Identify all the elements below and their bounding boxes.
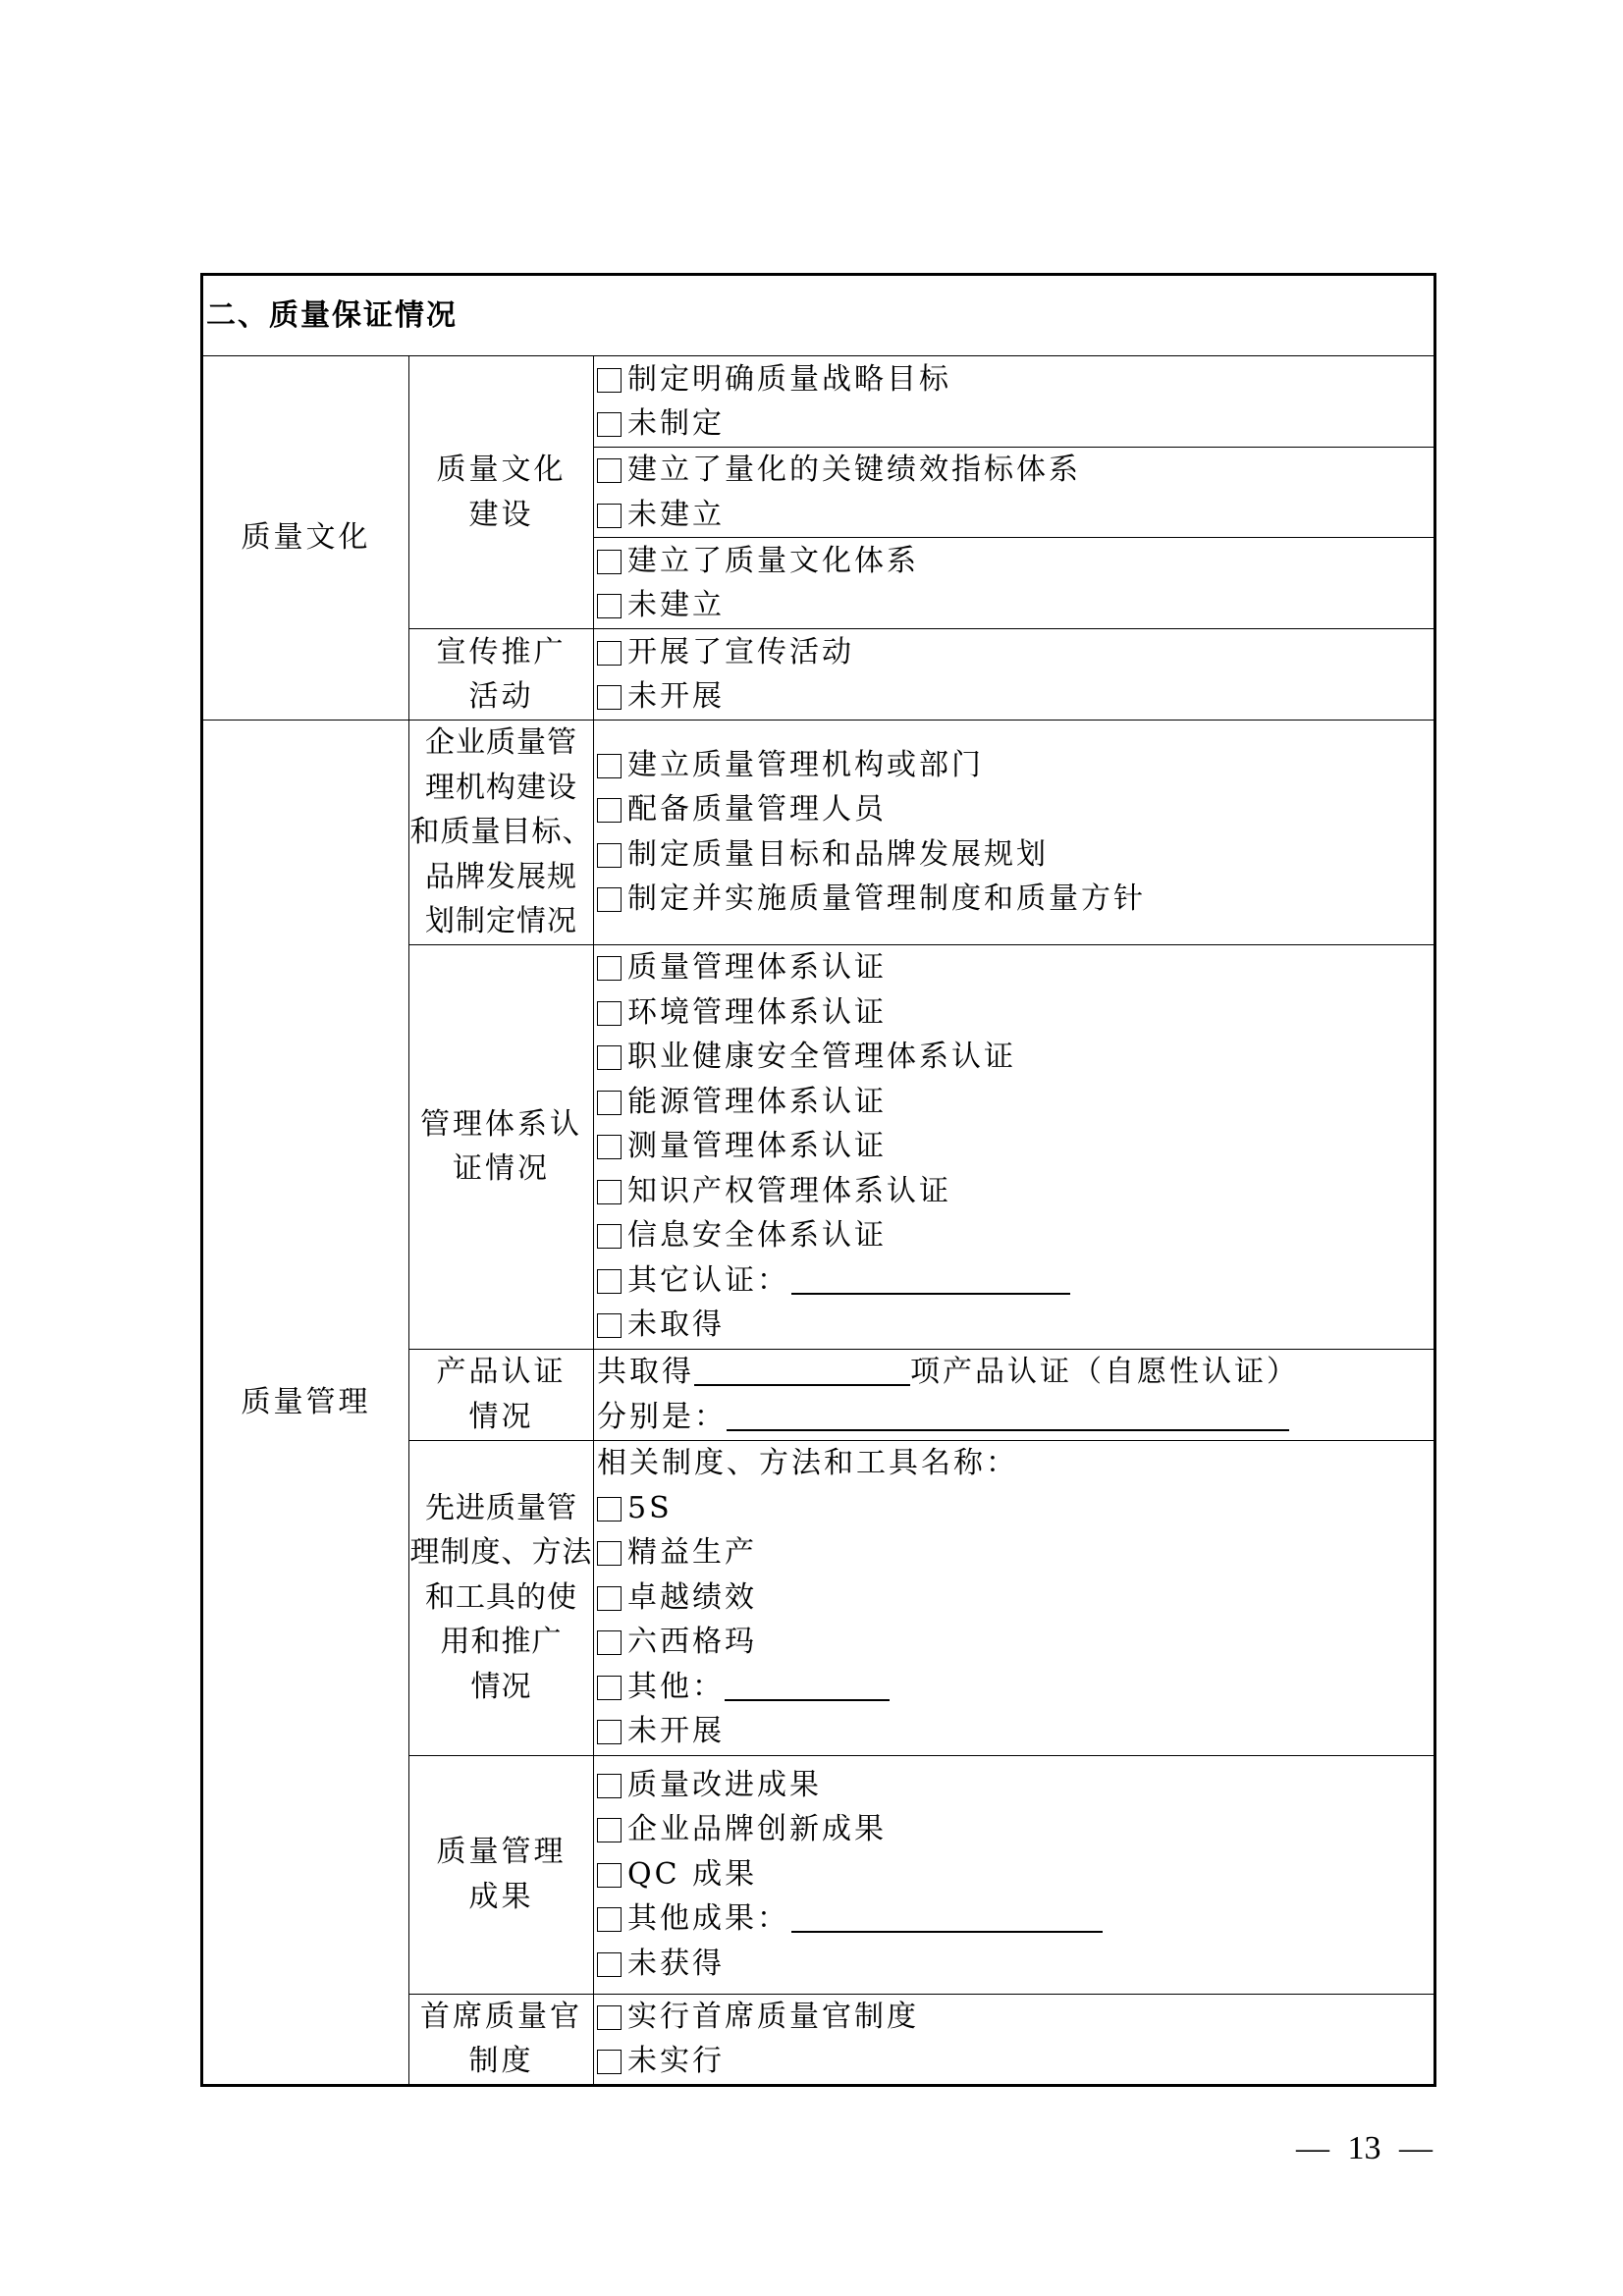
item-label-line: 先进质量管: [425, 1490, 577, 1525]
options-strategy-goals: [594, 356, 1435, 448]
checkbox[interactable]: [597, 1952, 622, 1977]
option-label: 六西格玛: [627, 1625, 757, 1660]
item-label-line: 宣传推广: [436, 634, 567, 669]
option-cqo-not-implemented: [597, 2039, 1434, 2084]
checkbox[interactable]: [597, 887, 622, 912]
option-label: 实行首席质量官制度: [627, 1999, 919, 2034]
option-label: 其他：: [627, 1669, 725, 1704]
options-promotion: [594, 629, 1435, 721]
checkbox[interactable]: [597, 1135, 622, 1159]
option-label: 制定并实施质量管理制度和质量方针: [627, 881, 1146, 917]
checkbox[interactable]: [597, 1045, 622, 1070]
option-label: 建立质量管理机构或部门: [627, 747, 984, 782]
option-label: QC 成果: [627, 1856, 758, 1892]
option-label: 能源管理体系认证: [627, 1084, 887, 1119]
checkbox[interactable]: [597, 1497, 622, 1522]
item-label-line: 情况: [468, 1399, 534, 1434]
option-culture-system-not-established: [597, 583, 1434, 628]
options-culture-system: [594, 538, 1435, 629]
option-no-results: [597, 1942, 1434, 1987]
option-label: 质量改进成果: [627, 1767, 822, 1802]
item-label-line: 证情况: [453, 1151, 550, 1186]
category-quality-culture: [202, 356, 409, 721]
option-strategy-goals-set: [597, 357, 1434, 402]
option-ip-system-cert: [597, 1169, 1434, 1214]
option-cqo-implemented: [597, 1995, 1434, 2040]
option-strategy-goals-not-set: [597, 401, 1434, 447]
checkbox[interactable]: [597, 1180, 622, 1204]
product-certification-details: [594, 1349, 1435, 1440]
checkbox[interactable]: [597, 1720, 622, 1744]
options-management-results: [594, 1755, 1435, 1994]
option-label: 其他成果：: [627, 1901, 789, 1937]
option-promotion-not-conducted: [597, 674, 1434, 720]
option-label: 制定明确质量战略目标: [627, 361, 951, 397]
options-system-certification: [594, 944, 1435, 1349]
item-label-line: 成果: [468, 1879, 534, 1914]
checkbox[interactable]: [597, 843, 622, 868]
option-label: 未实行: [627, 2044, 725, 2078]
option-quality-system-cert: [597, 945, 1434, 990]
product-cert-count-field[interactable]: [694, 1383, 910, 1386]
checkbox[interactable]: [597, 1863, 622, 1888]
checkbox[interactable]: [597, 754, 622, 778]
item-label-line: 企业质量管: [425, 725, 577, 760]
option-label: 开展了宣传活动: [627, 634, 854, 669]
checkbox[interactable]: [597, 1541, 622, 1566]
item-label-line: 和质量目标、: [409, 815, 593, 849]
item-product-certification: [409, 1349, 594, 1440]
options-kpi-system: [594, 448, 1435, 538]
item-label-line: 产品认证: [436, 1355, 567, 1389]
item-promotion-activities: [409, 629, 594, 721]
product-cert-count-suffix: 项产品认证（自愿性认证）: [910, 1355, 1299, 1389]
option-label: 未制定: [627, 406, 725, 441]
checkbox[interactable]: [597, 412, 622, 437]
quality-assurance-form: [200, 273, 1436, 2087]
checkbox[interactable]: [597, 1676, 622, 1700]
checkbox[interactable]: [597, 1224, 622, 1249]
option-label: 配备质量管理人员: [627, 792, 887, 828]
checkbox[interactable]: [597, 594, 622, 618]
option-label: 测量管理体系认证: [627, 1129, 887, 1164]
option-no-cert: [597, 1303, 1434, 1348]
option-label: 5S: [627, 1490, 673, 1525]
option-qc-results: [597, 1852, 1434, 1897]
product-cert-list-line: [597, 1395, 1434, 1440]
category-label: 质量文化: [241, 520, 371, 556]
checkbox[interactable]: [597, 368, 622, 393]
option-lean-production: [597, 1530, 1434, 1575]
methods-intro: 相关制度、方法和工具名称：: [597, 1446, 1018, 1481]
checkbox[interactable]: [597, 1001, 622, 1026]
item-label-line: 制度: [468, 2044, 534, 2078]
item-advanced-methods: [409, 1440, 594, 1755]
option-label: 精益生产: [627, 1535, 757, 1571]
option-management-policy: [597, 877, 1434, 922]
option-label: 职业健康安全管理体系认证: [627, 1040, 1016, 1075]
item-label-line: 划制定情况: [425, 904, 577, 938]
option-label: 未建立: [627, 497, 725, 532]
option-label: 建立了质量文化体系: [627, 543, 919, 578]
checkbox[interactable]: [597, 2050, 622, 2074]
product-cert-count-prefix: 共取得: [597, 1355, 694, 1389]
option-quality-improvement: [597, 1763, 1434, 1808]
item-label-line: 理机构建设: [425, 770, 577, 805]
option-kpi-system-established: [597, 448, 1434, 493]
checkbox[interactable]: [597, 1313, 622, 1338]
item-label-line: 活动: [468, 679, 534, 714]
option-brand-innovation: [597, 1807, 1434, 1852]
checkbox[interactable]: [597, 1586, 622, 1611]
checkbox[interactable]: [597, 458, 622, 483]
item-organization-planning: [409, 721, 594, 945]
options-organization: [594, 721, 1435, 945]
item-label-line: 情况: [470, 1669, 532, 1704]
option-infosec-system-cert: [597, 1213, 1434, 1258]
option-energy-system-cert: [597, 1080, 1434, 1125]
page-number: — 13 —: [1296, 2130, 1433, 2166]
item-label-line: 和工具的使: [425, 1579, 577, 1615]
option-management-staff: [597, 787, 1434, 832]
option-label: 其它认证：: [627, 1262, 789, 1298]
section-title: 二、质量保证情况: [202, 275, 1435, 356]
option-promotion-conducted: [597, 630, 1434, 675]
option-label: 信息安全体系认证: [627, 1218, 887, 1254]
checkbox[interactable]: [597, 1818, 622, 1842]
product-cert-list-prefix: 分别是：: [597, 1399, 727, 1434]
checkbox[interactable]: [597, 1091, 622, 1115]
item-management-results: [409, 1755, 594, 1994]
checkbox[interactable]: [597, 550, 622, 574]
options-chief-quality-officer: [594, 1994, 1435, 2085]
option-label: 卓越绩效: [627, 1579, 757, 1615]
product-cert-list-field[interactable]: [727, 1428, 1289, 1431]
product-cert-count-line: [597, 1350, 1434, 1395]
option-5s: [597, 1486, 1434, 1531]
checkbox[interactable]: [597, 1269, 622, 1294]
option-environment-system-cert: [597, 990, 1434, 1036]
checkbox[interactable]: [597, 1630, 622, 1655]
option-kpi-system-not-established: [597, 493, 1434, 538]
checkbox[interactable]: [597, 685, 622, 710]
option-label: 企业品牌创新成果: [627, 1812, 887, 1847]
item-label-line: 质量管理: [436, 1835, 567, 1869]
option-label: 未开展: [627, 1714, 725, 1749]
checkbox[interactable]: [597, 641, 622, 666]
option-performance-excellence: [597, 1575, 1434, 1621]
item-system-certification: [409, 944, 594, 1349]
option-other-results: [597, 1896, 1434, 1942]
option-label: 建立了量化的关键绩效指标体系: [627, 453, 1081, 487]
option-other-method: [597, 1665, 1434, 1710]
option-label: 未开展: [627, 679, 725, 714]
option-label: 未获得: [627, 1946, 725, 1981]
other-method-field[interactable]: [725, 1698, 890, 1701]
option-measurement-system-cert: [597, 1124, 1434, 1169]
option-label: 未建立: [627, 588, 725, 622]
option-label: 质量管理体系认证: [627, 950, 887, 986]
checkbox[interactable]: [597, 1774, 622, 1798]
option-label: 未取得: [627, 1308, 725, 1343]
option-culture-system-established: [597, 539, 1434, 584]
options-advanced-methods: [594, 1440, 1435, 1755]
option-six-sigma: [597, 1620, 1434, 1665]
option-label: 制定质量目标和品牌发展规划: [627, 836, 1049, 872]
option-methods-not-adopted: [597, 1709, 1434, 1754]
option-management-department: [597, 743, 1434, 788]
item-label-line: 理制度、方法: [409, 1535, 593, 1571]
item-label-line: 质量文化: [436, 453, 567, 487]
item-label-line: 建设: [468, 497, 534, 532]
option-health-safety-system-cert: [597, 1035, 1434, 1080]
item-label-line: 首席质量官: [420, 1999, 582, 2034]
other-results-field[interactable]: [791, 1930, 1103, 1933]
option-goals-brand-plan: [597, 832, 1434, 878]
item-label-line: 用和推广: [440, 1625, 563, 1660]
checkbox[interactable]: [597, 956, 622, 981]
item-chief-quality-officer: [409, 1994, 594, 2085]
item-label-line: 管理体系认: [420, 1106, 582, 1142]
checkbox[interactable]: [597, 798, 622, 823]
checkbox[interactable]: [597, 1907, 622, 1932]
category-quality-management: [202, 721, 409, 2086]
option-label: 知识产权管理体系认证: [627, 1173, 951, 1208]
category-label: 质量管理: [241, 1384, 371, 1419]
item-label-line: 品牌发展规: [425, 859, 577, 894]
checkbox[interactable]: [597, 2005, 622, 2030]
checkbox[interactable]: [597, 504, 622, 528]
option-label: 环境管理体系认证: [627, 994, 887, 1030]
option-other-cert: [597, 1258, 1434, 1304]
item-culture-building: [409, 356, 594, 629]
other-cert-field[interactable]: [791, 1292, 1070, 1295]
